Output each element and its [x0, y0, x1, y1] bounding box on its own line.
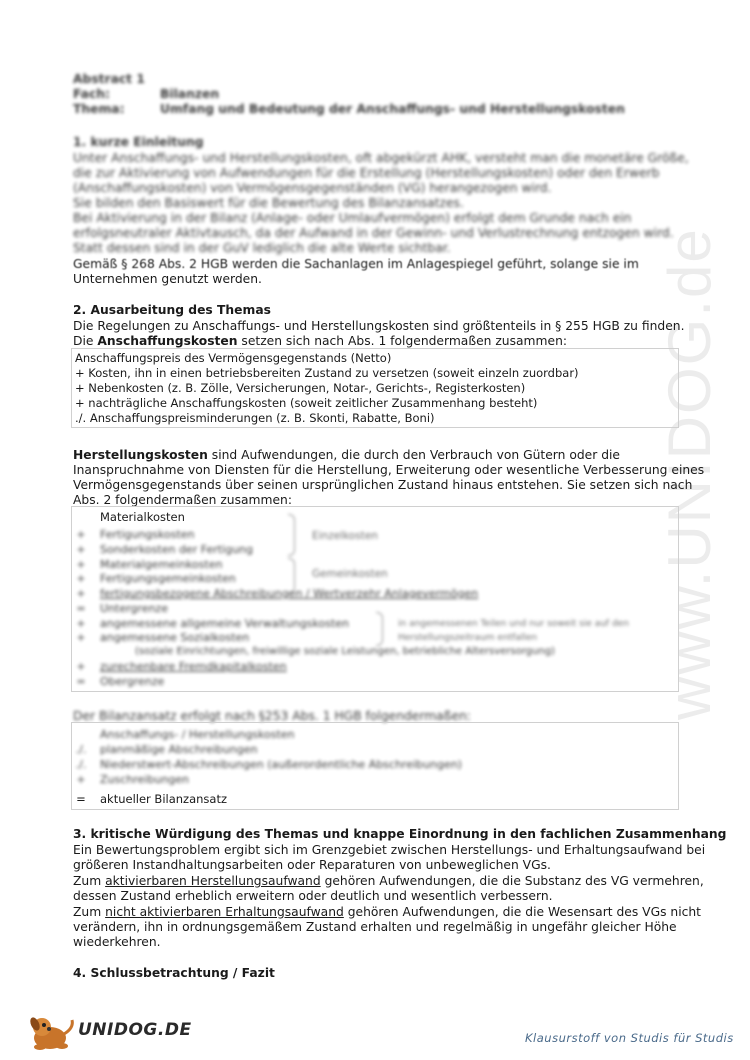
hk-row-sym: + — [76, 617, 86, 630]
annot-einzelkosten: Einzelkosten — [312, 530, 378, 542]
bilanz-row-sym: ./. — [75, 758, 87, 771]
hk-row-sym: = — [76, 602, 86, 615]
hk-row-text: Fertigungskosten — [100, 528, 195, 541]
s1-line: Statt dessen sind in der GuV lediglich die alte Werte sichtbar. — [73, 241, 451, 255]
box1-row: + Nebenkosten (z. B. Zölle, Versicherungen, Notar-, Gerichts-, Registerkosten) — [75, 381, 526, 395]
bilanz-result-text: aktueller Bilanzansatz — [100, 792, 227, 806]
hk-row-sym: + — [76, 631, 86, 644]
box1-row: ./. Anschaffungspreisminderungen (z. B. Skonti, Rabatte, Boni) — [75, 411, 435, 425]
hk-row-text: (soziale Einrichtungen, freiwillige soziale Leistungen, betriebliche Altersversorgung) — [135, 646, 555, 657]
brace-gemeinkosten — [288, 558, 295, 594]
bilanz-row-text: Zuschreibungen — [100, 773, 190, 786]
bilanz-row-text: Anschaffungs- / Herstellungskosten — [100, 728, 295, 741]
bilanz-result-sym: = — [76, 792, 86, 806]
hk-row-text: angemessene allgemeine Verwaltungskosten — [100, 617, 350, 630]
section-2-heading: 2. Ausarbeitung des Themas — [73, 303, 271, 317]
footer-tagline: Klausurstoff von Studis für Studis — [525, 1031, 734, 1045]
bilanz-row-text: Niederstwert-Abschreibungen (außerordentliche Abschreibungen) — [100, 758, 462, 771]
section-1-heading: 1. kurze Einleitung — [73, 135, 204, 149]
watermark: www.UNIDOG.de — [656, 227, 723, 720]
hk-row-sym: = — [76, 675, 86, 688]
hk-row-text: angemessene Sozialkosten — [100, 631, 250, 644]
hk-row-text: fertigungsbezogene Abschreibungen / Wertverzehr Anlagevermögen — [100, 587, 479, 600]
hk-row-sym: + — [76, 543, 86, 556]
header-fach-label: Fach: — [73, 87, 110, 101]
hk-row-text: Materialgemeinkosten — [100, 558, 223, 571]
hk-row-text: Sonderkosten der Fertigung — [100, 543, 254, 556]
bilanz-row-sym: ./. — [75, 743, 87, 756]
header-abstract: Abstract 1 — [73, 72, 145, 86]
term-anschaffungskosten: Anschaffungskosten — [97, 334, 238, 348]
s1-line: die zur Aktivierung von Aufwendungen für die Erstellung (Herstellungskosten) oder den Erwerb — [73, 166, 660, 180]
hk-row-text: Fertigungsgemeinkosten — [100, 572, 236, 585]
hk-row-sym: + — [76, 558, 86, 571]
s3-line: größeren Instandhaltungsarbeiten oder Reparaturen von unbeweglichen VGs. — [73, 858, 551, 872]
hk-row-text: Obergrenze — [100, 675, 165, 688]
s3-line: wiederkehren. — [73, 935, 161, 949]
brace-einzelkosten — [288, 514, 295, 556]
hk-row-sym: + — [76, 572, 86, 585]
box1-row: Anschaffungspreis des Vermögensgegenstands (Netto) — [75, 351, 392, 365]
s1-line: Unter Anschaffungs- und Herstellungskosten, oft abgekürzt AHK, versteht man die monetäre Größe, — [73, 151, 689, 165]
header-thema-value: Umfang und Bedeutung der Anschaffungs- und Herstellungskosten — [160, 102, 625, 116]
bilanzansatz-intro: Der Bilanzansatz erfolgt nach §253 Abs. 1 HGB folgendermaßen: — [73, 709, 471, 723]
box1-row: + Kosten, ihn in einen betriebsbereiten Zustand zu versetzen (soweit einzeln zuordbar) — [75, 366, 579, 380]
header-fach-value: Bilanzen — [160, 87, 220, 101]
annot-note: Herstellungszeitraum entfallen — [398, 633, 538, 643]
brace-note — [376, 612, 383, 646]
annot-gemeinkosten: Gemeinkosten — [312, 568, 388, 580]
term-herstellungskosten: Herstellungskosten — [73, 448, 208, 462]
s3-line: verändern, ihn in ordnungsgemäßem Zustand erhalten und regelmäßig in ungefähr gleicher Höhe — [73, 920, 677, 934]
s2-paragraph: Die Anschaffungskosten setzen sich nach Abs. 1 folgendermaßen zusammen: — [73, 334, 567, 348]
section-3-heading: 3. kritische Würdigung des Themas und knappe Einordnung in den fachlichen Zusammenhang — [73, 827, 727, 841]
box1-row: + nachträgliche Anschaffungskosten (soweit zeitlicher Zusammenhang besteht) — [75, 396, 538, 410]
hk-row-sym: + — [76, 528, 86, 541]
hk-row-text: zurechenbare Fremdkapitalkosten — [100, 660, 287, 673]
hk-row-sym: + — [76, 587, 86, 600]
s3-line: Zum nicht aktivierbaren Erhaltungsaufwand gehören Aufwendungen, die die Wesensart des VGs nicht — [73, 905, 702, 919]
s3-line: Zum aktivierbaren Herstellungsaufwand gehören Aufwendungen, die die Substanz des VG vermehren, — [73, 874, 704, 888]
term-aktivierbar: aktivierbaren Herstellungsaufwand — [105, 874, 321, 888]
logo-text: UNIDOG.DE — [78, 1020, 192, 1040]
s1-line-partial: Gemäß § 268 Abs. 2 HGB werden die Sachanlagen im Anlagespiegel geführt, solange sie im — [73, 257, 639, 271]
s1-line: Sie bilden den Basiswert für die Bewertung des Bilanzansatzes. — [73, 196, 464, 210]
hk-paragraph: Vermögensgegenstands über seinen ursprünglichen Zustand hinaus entstehen. Sie setzen sich nach — [73, 478, 693, 492]
term-nicht-aktivierbar: nicht aktivierbaren Erhaltungsaufwand — [105, 905, 344, 919]
annot-note: in angemessenen Teilen und nur soweit sie auf den — [398, 619, 629, 629]
section-4-heading: 4. Schlussbetrachtung / Fazit — [73, 966, 275, 980]
dog-mascot-icon — [24, 1012, 80, 1052]
hk-paragraph: Herstellungskosten sind Aufwendungen, die durch den Verbrauch von Gütern oder die — [73, 448, 620, 462]
hk-row-sym: + — [76, 660, 86, 673]
bilanz-row-sym: + — [76, 773, 86, 786]
hk-paragraph: Inanspruchnahme von Diensten für die Herstellung, Erweiterung oder wesentliche Verbesserung eines — [73, 463, 705, 477]
s1-line: Bei Aktivierung in der Bilanz (Anlage- oder Umlaufvermögen) erfolgt dem Grunde nach ein — [73, 211, 632, 225]
s3-line: dessen Zustand erheblich erweitern oder deutlich und wesentlich verbessern. — [73, 889, 553, 903]
s1-line: erfolgsneutraler Aktivtausch, da der Aufwand in der Gewinn- und Verlustrechnung entzogen wird. — [73, 226, 674, 240]
bilanz-row-text: planmäßige Abschreibungen — [100, 743, 258, 756]
anschaffungskosten-box — [71, 348, 679, 428]
hk-row-first: Materialkosten — [100, 510, 185, 524]
hk-row-text: Untergrenze — [100, 602, 168, 615]
s3-line: Ein Bewertungsproblem ergibt sich im Grenzgebiet zwischen Herstellungs- und Erhaltungsaufwand bei — [73, 843, 706, 857]
s2-paragraph: Die Regelungen zu Anschaffungs- und Herstellungskosten sind größtenteils in § 255 HGB zu finden. — [73, 319, 685, 333]
s1-line: Unternehmen genutzt werden. — [73, 272, 262, 286]
header-thema-label: Thema: — [73, 102, 125, 116]
hk-paragraph: Abs. 2 folgendermaßen zusammen: — [73, 493, 292, 507]
s1-line: (Anschaffungskosten) von Vermögensgegenständen (VG) herangezogen wird. — [73, 181, 552, 195]
